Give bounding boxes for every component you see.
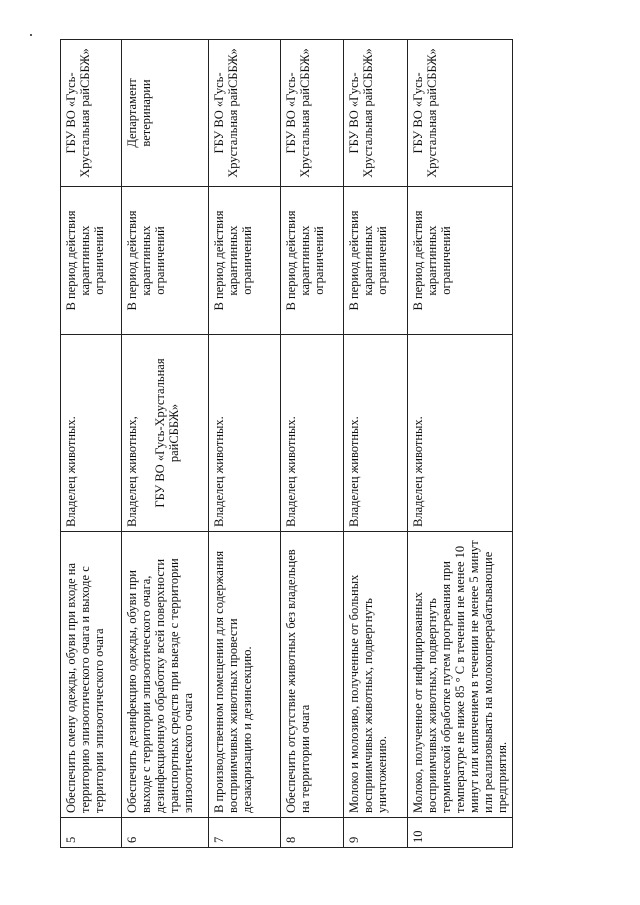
measure-text: Молоко, полученное от инфицированных восприимчивых животных, подвергнуть термической обработке путем прогревания при температуре не ниже 85 ° С в течении не менее 10 минут или кипячением в течении не менее 5 минут или реализовывать на молокоперерабатывающие предприятия. xyxy=(408,532,513,818)
measure-text: Обеспечить смену одежды, обуви при входе на территорию эпизоотического очага и выходе с территории эпизоотического очага xyxy=(61,532,122,818)
responsible-owner: Владелец животных, xyxy=(125,416,139,527)
scan-speck xyxy=(30,34,32,36)
responsible-service: ГБУ ВО «Гусь-Хрустальная райСББЖ» xyxy=(153,358,181,508)
responsible-party: Владелец животных. xyxy=(209,335,281,532)
measure-text: Молоко и молозиво, полученные от больных восприимчивых животных, подвергнуть уничтожению. xyxy=(344,532,408,818)
row-number: 10 xyxy=(408,818,513,848)
table-row xyxy=(209,40,281,848)
executor: Департамент ветеринарии xyxy=(122,40,209,187)
row-number: 8 xyxy=(281,818,344,848)
deadline: В период действия карантинных ограничений xyxy=(61,187,122,335)
row-number: 6 xyxy=(122,818,209,848)
measure-text: В производственном помещении для содержания восприимчивых животных провести дезакаризацию и дезинсекцию. xyxy=(209,532,281,818)
table-row xyxy=(344,40,408,848)
table-row xyxy=(61,40,122,848)
deadline: В период действия карантинных ограничений xyxy=(122,187,209,335)
table-row xyxy=(408,40,513,848)
executor: ГБУ ВО «Гусь-Хрустальная райСББЖ» xyxy=(61,40,122,187)
executor: ГБУ ВО «Гусь-Хрустальная райСББЖ» xyxy=(209,40,281,187)
deadline: В период действия карантинных ограничений xyxy=(281,187,344,335)
deadline: В период действия карантинных ограничений xyxy=(344,187,408,335)
row-number: 5 xyxy=(61,818,122,848)
row-number: 7 xyxy=(209,818,281,848)
responsible-party: Владелец животных. xyxy=(408,335,513,532)
measure-text: Обеспечить отсутствие животных без владельцев на территории очага xyxy=(281,532,344,818)
responsible-party: Владелец животных. xyxy=(61,335,122,532)
executor: ГБУ ВО «Гусь-Хрустальная райСББЖ» xyxy=(408,40,513,187)
responsible-party: Владелец животных. xyxy=(344,335,408,532)
executor: ГБУ ВО «Гусь-Хрустальная райСББЖ» xyxy=(344,40,408,187)
responsible-party: Владелец животных. xyxy=(281,335,344,532)
table-row xyxy=(281,40,344,848)
rotated-table-wrapper xyxy=(60,40,509,848)
deadline: В период действия карантинных ограничений xyxy=(209,187,281,335)
deadline: В период действия карантинных ограничений xyxy=(408,187,513,335)
measures-table xyxy=(60,39,513,848)
responsible-party xyxy=(122,335,209,532)
row-number: 9 xyxy=(344,818,408,848)
executor: ГБУ ВО «Гусь-Хрустальная райСББЖ» xyxy=(281,40,344,187)
measure-text: Обеспечить дезинфекцию одежды, обуви при выходе с территории эпизоотического очага, дезинфекционную обработку всей поверхности транспортных средств при выезде с территории эпизоотического очага xyxy=(122,532,209,818)
table-row xyxy=(122,40,209,848)
